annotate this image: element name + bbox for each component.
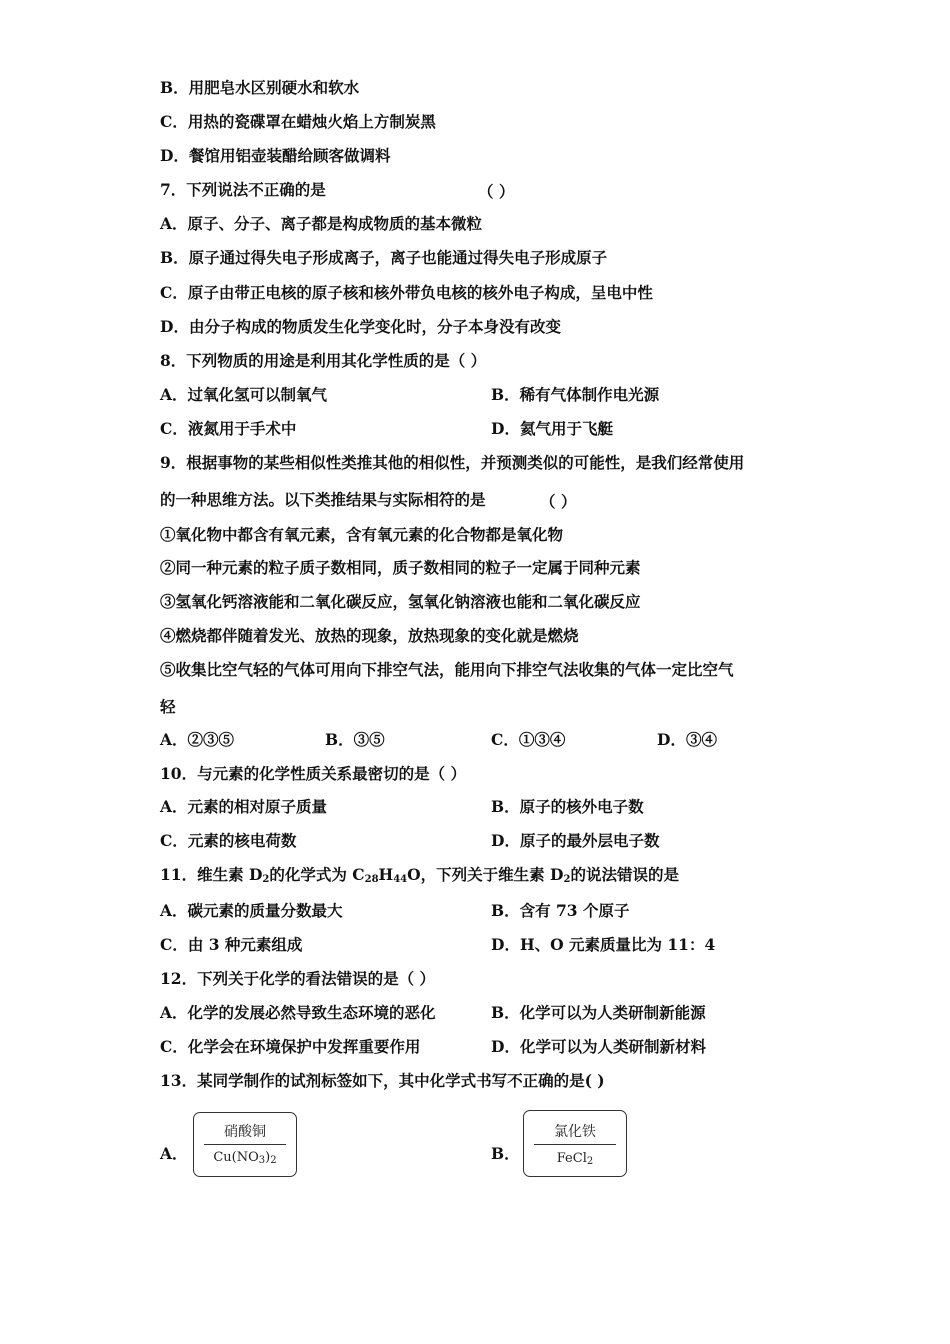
q10-stem: 10．与元素的化学性质关系最密切的是（ ） — [160, 764, 466, 783]
q10-option-c: C．元素的核电荷数 — [160, 831, 297, 850]
q9-stem-line2: 的一种思维方法。以下类推结果与实际相符的是 — [160, 490, 486, 509]
q9-statement-5: ⑤收集比空气轻的气体可用向下排空气法，能用向下排空气法收集的气体一定比空气 — [160, 660, 734, 679]
q13-stem: 13．某同学制作的试剂标签如下，其中化学式书写不正确的是( ) — [160, 1071, 605, 1090]
q11-option-b: B．含有 73 个原子 — [491, 901, 630, 920]
q9-stem-line1: 9．根据事物的某些相似性类推其他的相似性，并预测类似的可能性，是我们经常使用 — [160, 453, 745, 472]
q6-option-c: C．用热的瓷碟罩在蜡烛火焰上方制炭黑 — [160, 112, 436, 131]
q11-stem-mid: 的化学式为 C — [269, 865, 365, 884]
q11-option-a: A．碳元素的质量分数最大 — [160, 901, 343, 920]
q11-hydrogen: H — [378, 865, 394, 884]
q6-option-d: D．餐馆用铝壶装醋给顾客做调料 — [160, 146, 391, 165]
q11-sub: 2 — [262, 874, 270, 885]
q7-option-b: B．原子通过得失电子形成离子，离子也能通过得失电子形成原子 — [160, 248, 608, 267]
formula-sub: 3 — [258, 1155, 266, 1166]
q13-option-b: B． — [491, 1144, 520, 1163]
reagent-label-name: 氯化铁 — [554, 1124, 596, 1140]
q12-stem: 12．下列关于化学的看法错误的是（ ） — [160, 969, 435, 988]
q12-option-d: D．化学可以为人类研制新材料 — [491, 1037, 706, 1056]
q11-option-c: C．由 3 种元素组成 — [160, 935, 303, 954]
reagent-label-divider — [534, 1144, 616, 1145]
q7-option-c: C．原子由带正电核的原子核和核外带负电核的核外电子构成，呈电中性 — [160, 283, 653, 302]
q7-answer-paren: （ ） — [478, 182, 515, 201]
q8-option-b: B．稀有气体制作电光源 — [491, 385, 660, 404]
q11-stem-pre: 11．维生素 D — [160, 865, 263, 884]
q11-sub: 28 — [364, 874, 379, 885]
q9-statement-2: ②同一种元素的粒子质子数相同，质子数相同的粒子一定属于同种元素 — [160, 558, 641, 577]
q8-option-a: A．过氧化氢可以制氧气 — [160, 385, 328, 404]
q9-option-c: C．①③④ — [491, 730, 566, 749]
reagent-label-name: 硝酸铜 — [224, 1124, 266, 1140]
q8-option-d: D．氦气用于飞艇 — [491, 419, 613, 438]
q9-statement-5-cont: 轻 — [160, 697, 176, 716]
q12-option-b: B．化学可以为人类研制新能源 — [491, 1003, 706, 1022]
q12-option-a: A．化学的发展必然导致生态环境的恶化 — [160, 1003, 436, 1022]
formula-part: FeCl — [556, 1151, 587, 1166]
formula-part: ) — [265, 1150, 271, 1165]
q7-stem: 7．下列说法不正确的是 — [160, 180, 326, 199]
q11-stem-mid2: O，下列关于维生素 D — [407, 865, 564, 884]
q9-statement-1: ①氧化物中都含有氧元素，含有氧元素的化合物都是氧化物 — [160, 525, 564, 544]
q11-sub: 2 — [563, 874, 571, 885]
q10-option-b: B．原子的核外电子数 — [491, 797, 644, 816]
formula-part: Cu(NO — [213, 1150, 259, 1165]
reagent-label-a — [193, 1112, 297, 1177]
q13-option-a: A． — [160, 1144, 188, 1163]
q8-option-c: C．液氮用于手术中 — [160, 419, 297, 438]
reagent-label-formula — [530, 1151, 620, 1167]
q9-answer-paren: （ ） — [540, 492, 577, 511]
q11-stem — [160, 865, 679, 890]
q9-statement-4: ④燃烧都伴随着发光、放热的现象，放热现象的变化就是燃烧 — [160, 626, 579, 645]
q9-option-a: A．②③⑤ — [160, 730, 235, 749]
formula-sub: 2 — [586, 1156, 594, 1167]
q7-option-a: A．原子、分子、离子都是构成物质的基本微粒 — [160, 214, 483, 233]
q11-option-d: D．H、O 元素质量比为 11：4 — [491, 935, 716, 954]
reagent-label-formula — [200, 1150, 290, 1166]
formula-sub: 2 — [270, 1155, 277, 1166]
q9-option-d: D．③④ — [657, 730, 717, 749]
q6-option-b: B．用肥皂水区别硬水和软水 — [160, 78, 360, 97]
q8-stem: 8．下列物质的用途是利用其化学性质的是（ ） — [160, 351, 487, 370]
q12-option-c: C．化学会在环境保护中发挥重要作用 — [160, 1037, 421, 1056]
q9-statement-3: ③氢氧化钙溶液能和二氧化碳反应，氢氧化钠溶液也能和二氧化碳反应 — [160, 592, 641, 611]
q11-sub: 44 — [393, 874, 408, 885]
q11-stem-post: 的说法错误的是 — [570, 865, 679, 884]
q9-option-b: B．③⑤ — [325, 730, 385, 749]
q10-option-a: A．元素的相对原子质量 — [160, 797, 328, 816]
q10-option-d: D．原子的最外层电子数 — [491, 831, 660, 850]
q7-option-d: D．由分子构成的物质发生化学变化时，分子本身没有改变 — [160, 317, 561, 336]
reagent-label-divider — [204, 1144, 286, 1145]
reagent-label-b — [523, 1110, 627, 1177]
